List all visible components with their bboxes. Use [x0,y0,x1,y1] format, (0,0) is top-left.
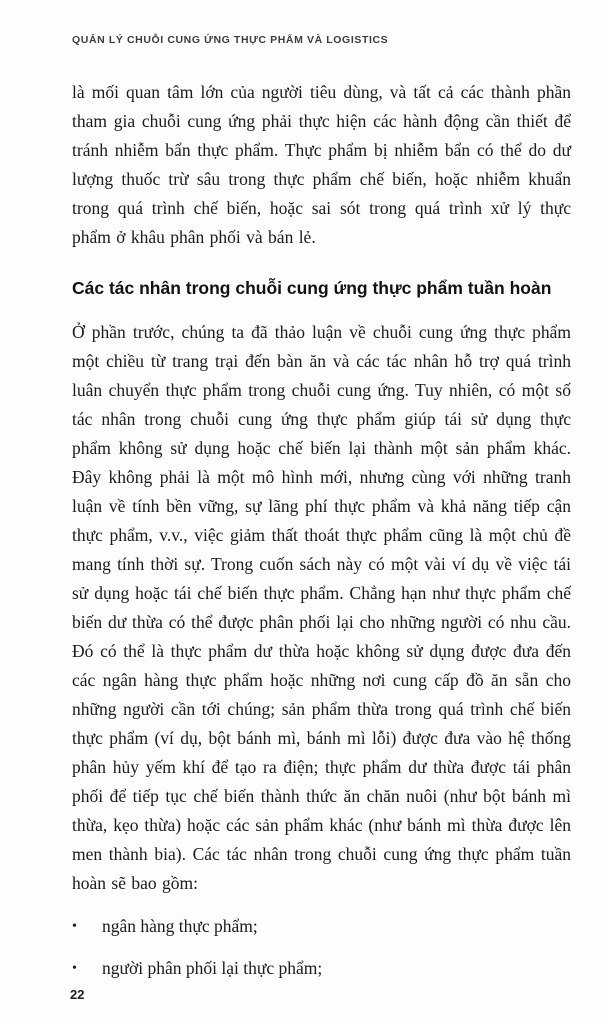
list-item [72,912,571,941]
paragraph-main: Ở phần trước, chúng ta đã thảo luận về chuỗi cung ứng thực phẩm một chiều từ trang trại đến bàn ăn và các tác nhân hỗ trợ quá trình luân chuyển thực phẩm trong chuỗi cung ứng. Tuy nhiên, có một số tác nhân trong chuỗi cung ứng thực phẩm giúp tái sử dụng thực phẩm không sử dụng hoặc chế biến lại thành một sản phẩm khác. Đây không phải là một mô hình mới, nhưng cùng với những tranh luận về tính bền vững, sự lãng phí thực phẩm và khả năng tiếp cận thực phẩm, v.v., việc giảm thất thoát thực phẩm cũng là một chủ đề mang tính thời sự. Trong cuốn sách này có một vài ví dụ về việc tái sử dụng hoặc tái chế biến thực phẩm. Chẳng hạn như thực phẩm chế biến dư thừa có thể được phân phối lại cho những người có nhu cầu. Đó có thể là thực phẩm dư thừa hoặc không sử dụng được đưa đến các ngân hàng thực phẩm hoặc những nơi cung cấp đồ ăn sẵn cho những người cần tới chúng; sản phẩm thừa trong quá trình chế biến thực phẩm (ví dụ, bột bánh mì, bánh mì lỗi) được đưa vào hệ thống phân hủy yếm khí để tạo ra điện; thực phẩm dư thừa được tái phân phối để tiếp tục chế biến thành thức ăn chăn nuôi (như bột bánh mì thừa, kẹo thừa) hoặc các sản phẩm khác (như bánh mì thừa được lên men thành bia). Các tác nhân trong chuỗi cung ứng thực phẩm tuần hoàn sẽ bao gồm: [72,322,571,893]
list-item [72,954,571,983]
section-heading: Các tác nhân trong chuỗi cung ứng thực phẩm tuần hoàn [72,278,552,298]
bullet-text: người phân phối lại thực phẩm; [102,958,323,978]
running-header: QUẢN LÝ CHUỖI CUNG ỨNG THỰC PHẨM VÀ LOGISTICS [72,34,389,46]
bullet-icon: • [72,919,77,934]
page-number: 22 [70,987,85,1002]
bullet-icon: • [72,961,77,976]
bullet-text: ngân hàng thực phẩm; [102,916,258,936]
paragraph-intro: là mối quan tâm lớn của người tiêu dùng, và tất cả các thành phần tham gia chuỗi cung ứng phải thực hiện các hành động cần thiết để tránh nhiễm bẩn thực phẩm. Thực phẩm bị nhiễm bẩn có thể do dư lượng thuốc trừ sâu trong thực phẩm chế biến, hoặc nhiễm khuẩn trong quá trình chế biến, hoặc sai sót trong quá trình xử lý thực phẩm ở khâu phân phối và bán lẻ. [72,82,571,247]
bullet-list [72,912,571,983]
